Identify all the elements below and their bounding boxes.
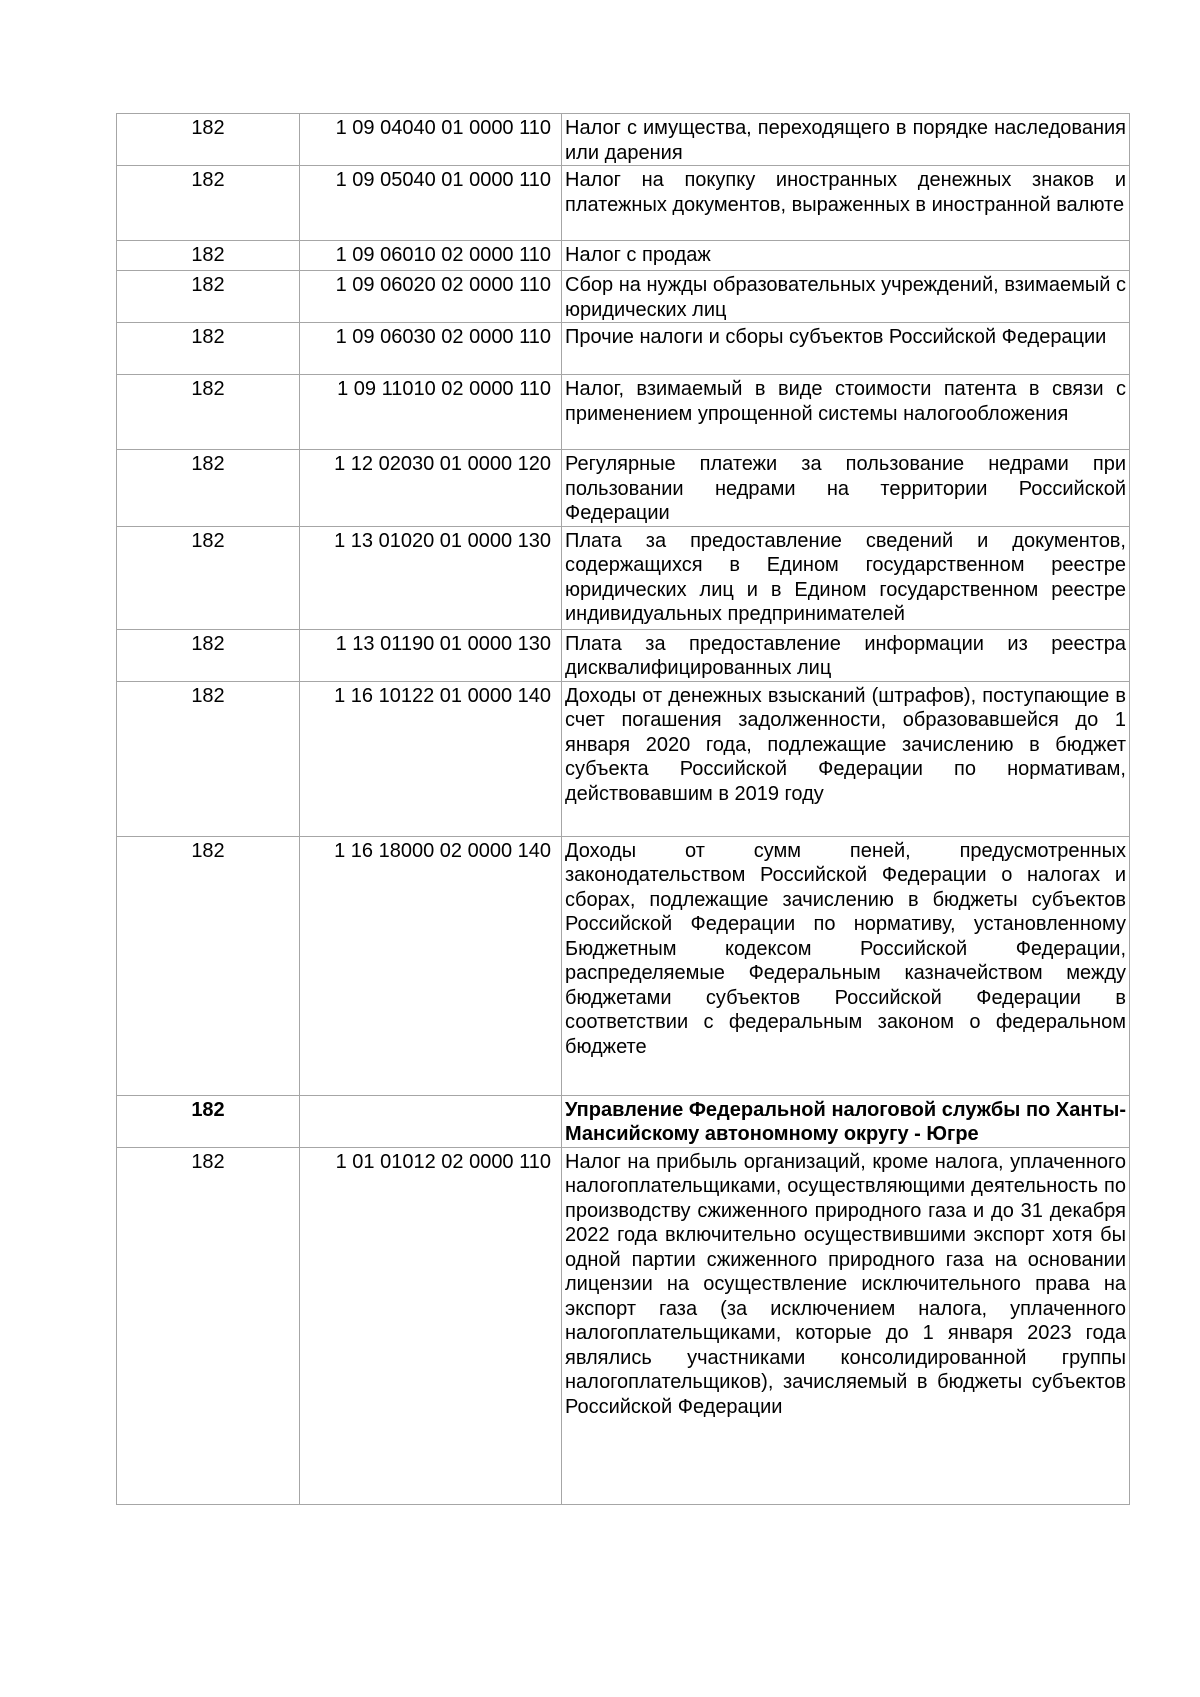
revenue-name-cell: Доходы от сумм пеней, предусмотренных законодательством Российской Федерации о налогах и сборах, подлежащие зачислению в бюджеты субъектов Российской Федерации по нормативу, установленному Бюджетным кодексом Российской Федерации, распределяемые Федеральным казначейством между бюджетами субъектов Российской Федерации в соответствии с федеральным законом о федеральном бюджете [562, 836, 1130, 1095]
table-row [117, 375, 1130, 450]
revenue-code-cell: 1 12 02030 01 0000 120 [300, 450, 562, 527]
table-row [117, 166, 1130, 241]
revenue-name-cell: Прочие налоги и сборы субъектов Российской Федерации [562, 323, 1130, 375]
revenue-name-cell: Налог с имущества, переходящего в порядке наследования или дарения [562, 114, 1130, 166]
revenue-code-cell: 1 01 01012 02 0000 110 [300, 1147, 562, 1504]
revenue-code-cell: 1 09 06030 02 0000 110 [300, 323, 562, 375]
table-row [117, 114, 1130, 166]
admin-code-cell: 182 [117, 241, 300, 271]
admin-code-cell: 182 [117, 681, 300, 836]
revenue-name-cell: Налог, взимаемый в виде стоимости патента в связи с применением упрощенной системы налогообложения [562, 375, 1130, 450]
table-row [117, 526, 1130, 629]
admin-code-cell: 182 [117, 375, 300, 450]
revenue-code-cell: 1 09 06020 02 0000 110 [300, 271, 562, 323]
revenue-code-cell: 1 09 04040 01 0000 110 [300, 114, 562, 166]
revenue-code-cell: 1 13 01020 01 0000 130 [300, 526, 562, 629]
admin-code-cell: 182 [117, 836, 300, 1095]
revenue-code-cell: 1 16 18000 02 0000 140 [300, 836, 562, 1095]
admin-code-cell: 182 [117, 1095, 300, 1147]
table-row [117, 1147, 1130, 1504]
admin-code-cell: 182 [117, 450, 300, 527]
table-row [117, 629, 1130, 681]
section-title-cell: Управление Федеральной налоговой службы по Ханты-Мансийскому автономному округу - Югре [562, 1095, 1130, 1147]
table-row [117, 681, 1130, 836]
revenue-code-cell [300, 1095, 562, 1147]
revenue-code-cell: 1 09 06010 02 0000 110 [300, 241, 562, 271]
table-row-section-header [117, 1095, 1130, 1147]
revenue-code-cell: 1 09 05040 01 0000 110 [300, 166, 562, 241]
admin-code-cell: 182 [117, 1147, 300, 1504]
revenue-name-cell: Налог на прибыль организаций, кроме налога, уплаченного налогоплательщиками, осуществляющими деятельность по производству сжиженного природного газа и до 31 декабря 2022 года включительно осуществившими экспорт хотя бы одной партии сжиженного природного газа на основании лицензии на осуществление исключительного права на экспорт газа (за исключением налога, уплаченного налогоплательщиками, которые до 1 января 2023 года являлись участниками консолидированной группы налогоплательщиков), зачисляемый в бюджеты субъектов Российской Федерации [562, 1147, 1130, 1504]
revenue-name-cell: Налог на покупку иностранных денежных знаков и платежных документов, выраженных в иностранной валюте [562, 166, 1130, 241]
table-row [117, 836, 1130, 1095]
revenue-name-cell: Налог с продаж [562, 241, 1130, 271]
revenue-name-cell: Плата за предоставление информации из реестра дисквалифицированных лиц [562, 629, 1130, 681]
revenue-code-cell: 1 09 11010 02 0000 110 [300, 375, 562, 450]
revenue-name-cell: Регулярные платежи за пользование недрами при пользовании недрами на территории Российской Федерации [562, 450, 1130, 527]
revenue-code-cell: 1 16 10122 01 0000 140 [300, 681, 562, 836]
revenue-name-cell: Плата за предоставление сведений и документов, содержащихся в Едином государственном реестре юридических лиц и в Едином государственном реестре индивидуальных предпринимателей [562, 526, 1130, 629]
admin-code-cell: 182 [117, 114, 300, 166]
admin-code-cell: 182 [117, 323, 300, 375]
table-row [117, 323, 1130, 375]
table-row [117, 450, 1130, 527]
revenue-name-cell: Доходы от денежных взысканий (штрафов), поступающие в счет погашения задолженности, образовавшейся до 1 января 2020 года, подлежащие зачислению в бюджет субъекта Российской Федерации по нормативам, действовавшим в 2019 году [562, 681, 1130, 836]
admin-code-cell: 182 [117, 629, 300, 681]
revenue-name-cell: Сбор на нужды образовательных учреждений, взимаемый с юридических лиц [562, 271, 1130, 323]
admin-code-cell: 182 [117, 166, 300, 241]
admin-code-cell: 182 [117, 271, 300, 323]
admin-code-cell: 182 [117, 526, 300, 629]
table-row [117, 271, 1130, 323]
revenue-code-cell: 1 13 01190 01 0000 130 [300, 629, 562, 681]
revenue-codes-table [116, 113, 1130, 1505]
table-row [117, 241, 1130, 271]
